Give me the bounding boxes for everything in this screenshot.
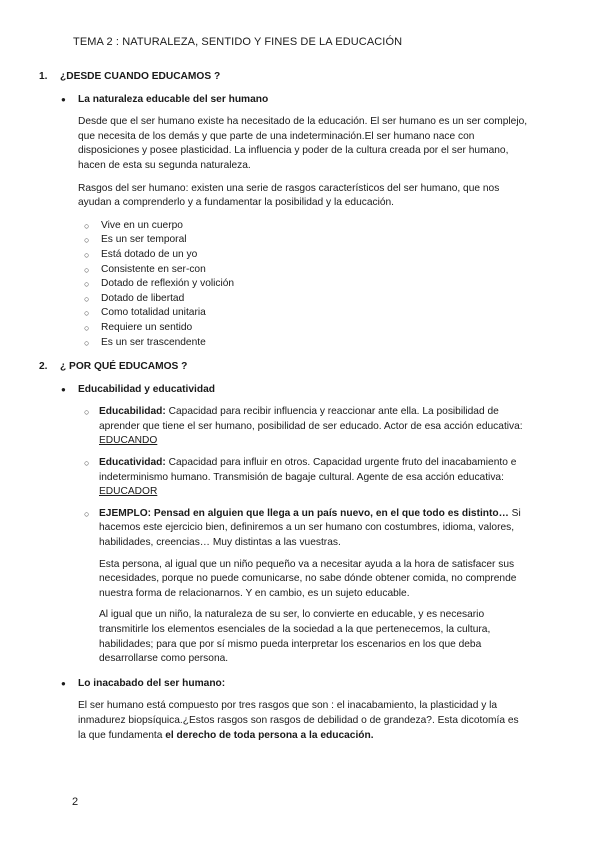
circle-bullet-icon: ○ [84, 235, 90, 246]
traits-list [84, 219, 529, 350]
circle-bullet-icon: ○ [84, 293, 90, 304]
paragraph: Desde que el ser humano existe ha necesitado de la educación. El ser humano es un ser complejo, que necesita de los demás y que parte de una indeterminación.El ser humano nace con disposiciones y posee plasticidad. La influencia y poder de la cultura creada por el ser humano, hacen de esta su segunda naturaleza. [78, 116, 528, 171]
circle-bullet-icon: ○ [84, 407, 90, 418]
section-2-heading [39, 360, 529, 375]
paragraph: Al igual que un niño, la naturaleza de su ser, lo convierte en educable, y es necesario transmitirle los elementos esenciales de la sociedad a la que pertenecemos, la cultura, habilidades; para que por sí mismo pueda interpretar los escenarios en los que deba desarrollarse como persona. [99, 609, 491, 665]
circle-bullet-icon: ○ [84, 264, 90, 275]
bullet-title: Lo inacabado del ser humano: [78, 677, 226, 689]
bullet-icon: ● [61, 94, 66, 104]
definition-item: ○ Educabilidad: Capacidad para recibir influencia y reaccionar ante ella. La posibilidad de aprender que tiene el ser humano, posibilidad de ser educado. Actor de esa acción educativa: EDUCANDO [84, 405, 529, 449]
example-lead: EJEMPLO: Pensad en alguien que llega a un país nuevo, en el que todo es distinto… [99, 507, 509, 519]
page-header: TEMA 2 : NATURALEZA, SENTIDO Y FINES DE LA EDUCACIÓN [73, 36, 403, 48]
circle-bullet-icon: ○ [84, 508, 90, 519]
section-title: ¿DESDE CUANDO EDUCAMOS ? [60, 71, 221, 82]
circle-bullet-icon: ○ [84, 458, 90, 469]
actor-label: EDUCANDO [99, 435, 158, 447]
term: Educabilidad: [99, 406, 166, 418]
section-number: 1. [39, 71, 48, 82]
circle-bullet-icon: ○ [84, 308, 90, 319]
paragraph: El ser humano está compuesto por tres rasgos que son : el inacabamiento, la plasticidad y la inmadurez biopsíquica.¿Estos rasgos son rasgos de debilidad o de grandeza?. Esta dicotomía es la que fundamenta el derecho de toda persona a la educación. [78, 700, 519, 741]
bullet-heading [61, 93, 529, 108]
section-number: 2. [39, 361, 48, 373]
list-item: ○ Vive en un cuerpo [84, 219, 529, 234]
bullet-heading [61, 383, 529, 398]
list-item: ○ Es un ser temporal [84, 233, 529, 248]
bullet-icon: ● [61, 384, 66, 394]
circle-bullet-icon: ○ [84, 279, 90, 290]
circle-bullet-icon: ○ [84, 220, 90, 231]
list-item: ○ Requiere un sentido [84, 321, 529, 336]
document-body [39, 70, 529, 751]
list-item: ○ Como totalidad unitaria [84, 306, 529, 321]
definition-item: ○ Educatividad: Capacidad para influir en otros. Capacidad urgente fruto del inacabamiento e indeterminismo humano. Transmisión de bagaje cultural. Agente de esa acción educativa: EDUCADOR [84, 456, 529, 500]
list-item: ○ Está dotado de un yo [84, 248, 529, 263]
list-item: ○ Dotado de libertad [84, 292, 529, 307]
actor-label: EDUCADOR [99, 486, 158, 498]
list-item: ○ Es un ser trascendente [84, 336, 529, 351]
bullet-title: La naturaleza educable del ser humano [78, 93, 269, 105]
paragraph: Rasgos del ser humano: existen una serie de rasgos característicos del ser humano, que nos ayudan a comprenderlo y a fundamentar la posibilidad y la educación. [78, 182, 500, 209]
circle-bullet-icon: ○ [84, 337, 90, 348]
bullet-icon: ● [61, 678, 66, 688]
circle-bullet-icon: ○ [84, 322, 90, 333]
bullet-title: Educabilidad y educatividad [78, 383, 215, 395]
bullet-heading [61, 677, 529, 692]
example-item: ○ EJEMPLO: Pensad en alguien que llega a un país nuevo, en el que todo es distinto… Si hacemos este ejercicio bien, definiremos a un ser humano con costumbres, idioma, valores, habilidades, creencias… Muy distintas a las vuestras. [84, 507, 529, 551]
page-number: 2 [72, 796, 79, 808]
section-title: ¿ POR QUÉ EDUCAMOS ? [60, 361, 188, 373]
term: Educatividad: [99, 457, 166, 469]
list-item: ○ Consistente en ser-con [84, 263, 529, 278]
paragraph: Esta persona, al igual que un niño pequeño va a necesitar ayuda a la hora de satisfacer sus necesidades, porque no puede comunicarse, no sabe dónde obtener comida, no comprende nuestra forma de relacionarnos. Y en cambio, es un sujeto educable. [99, 558, 517, 599]
list-item: ○ Dotado de reflexión y volición [84, 277, 529, 292]
section-1-heading [39, 70, 529, 85]
circle-bullet-icon: ○ [84, 249, 90, 260]
